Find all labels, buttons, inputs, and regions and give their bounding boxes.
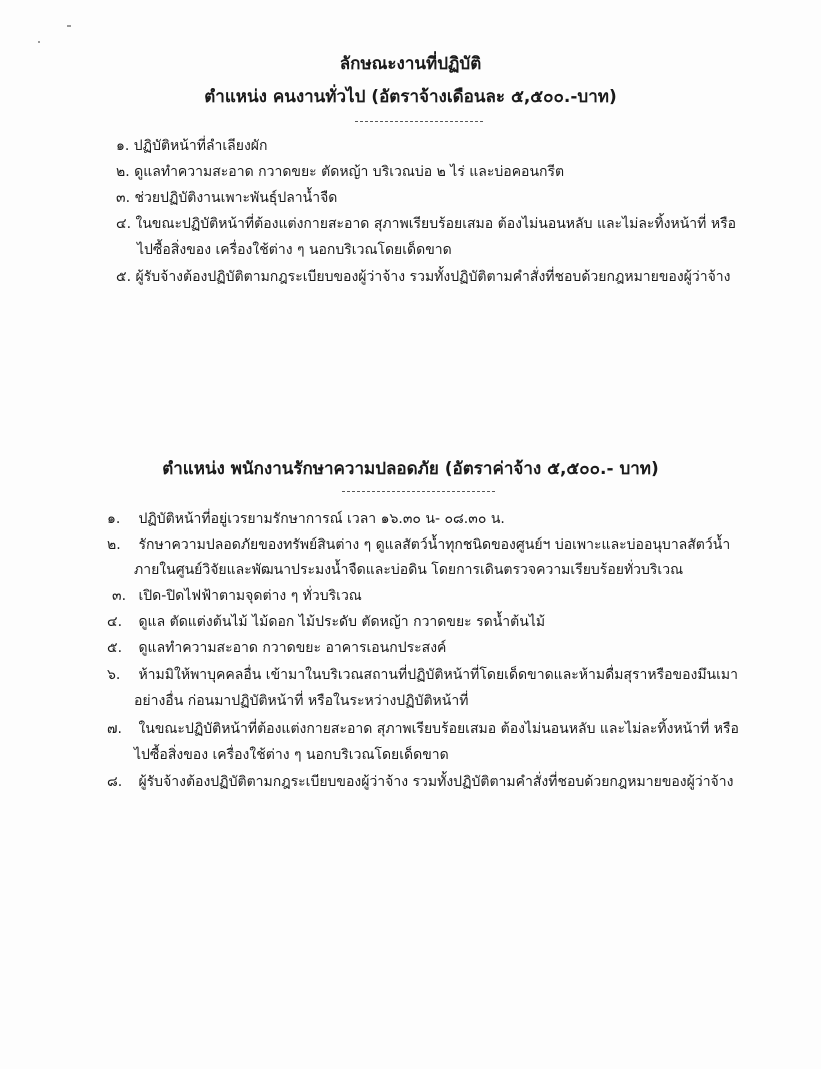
item-number: ๔. xyxy=(107,614,123,630)
section2-item-6 xyxy=(107,665,738,685)
section2-item-2-cont xyxy=(134,560,683,580)
section2-item-7 xyxy=(107,719,739,739)
section1-divider xyxy=(355,121,483,122)
item-number: ๓. xyxy=(112,588,127,604)
item-text: ในขณะปฏิบัติหน้าที่ต้องแต่งกายสะอาด สุภาพเรียบร้อยเสมอ ต้องไม่นอนหลับ และไม่ละทิ้งหน้าที่ หรือ xyxy=(135,216,736,232)
item-number: ๒. xyxy=(107,537,121,553)
section2-item-5 xyxy=(107,638,446,658)
item-number: ๑. xyxy=(107,511,121,527)
item-number: ๘. xyxy=(107,774,123,790)
item-text: ดูแลทำความสะอาด กวาดขยะ ตัดหญ้า บริเวณบ่อ ๒ ไร่ และบ่อคอนกรีต xyxy=(134,164,565,180)
item-text: เปิด-ปิดไฟฟ้าตามจุดต่าง ๆ ทั่วบริเวณ xyxy=(138,588,362,604)
scan-speck xyxy=(38,41,40,43)
section2-item-8 xyxy=(107,772,733,792)
item-text: ดูแล ตัดแต่งต้นไม้ ไม้ดอก ไม้ประดับ ตัดหญ้า กวาดขยะ รดน้ำต้นไม้ xyxy=(138,614,546,630)
section1-item-5 xyxy=(116,267,731,287)
item-text: ห้ามมิให้พาบุคคลอื่น เข้ามาในบริเวณสถานที่ปฏิบัติหน้าที่โดยเด็ดขาดและห้ามดื่มสุราหรือของมึนเมา xyxy=(138,667,739,683)
section2-divider xyxy=(342,491,495,492)
section2-item-2 xyxy=(107,535,730,555)
section1-item-3 xyxy=(116,188,337,208)
item-text: ปฏิบัติหน้าที่ลำเลียงผัก xyxy=(133,138,268,154)
section2-item-4 xyxy=(107,612,545,632)
section1-title: ตำแหน่ง คนงานทั่วไป (อัตราจ้างเดือนละ ๕,๕๐๐.-บาท) xyxy=(204,87,617,107)
item-text: ผู้รับจ้างต้องปฏิบัติตามกฎระเบียบของผู้ว่าจ้าง รวมทั้งปฏิบัติตามคำสั่งที่ชอบด้วยกฎหมายของผู้ว่าจ้าง xyxy=(135,269,731,285)
item-text: ไปซื้อสิ่งของ เครื่องใช้ต่าง ๆ นอกบริเวณโดยเด็ดขาด xyxy=(134,747,449,763)
section1-item-2 xyxy=(116,162,564,182)
item-number: ๕. xyxy=(107,640,123,656)
item-text: อย่างอื่น ก่อนมาปฏิบัติหน้าที่ หรือในระหว่างปฏิบัติหน้าที่ xyxy=(134,693,469,709)
section1-item-4 xyxy=(116,214,736,234)
item-text: ผู้รับจ้างต้องปฏิบัติตามกฎระเบียบของผู้ว่าจ้าง รวมทั้งปฏิบัติตามคำสั่งที่ชอบด้วยกฎหมายของผู้ว่าจ้าง xyxy=(138,774,734,790)
item-number: ๒. xyxy=(116,164,130,180)
section2-item-7-cont xyxy=(134,745,449,765)
section1-item-4-cont xyxy=(137,240,452,260)
item-number: ๑. xyxy=(116,138,130,154)
item-number: ๕. xyxy=(116,269,132,285)
section2-title: ตำแหน่ง พนักงานรักษาความปลอดภัย (อัตราค่าจ้าง ๕,๕๐๐.- บาท) xyxy=(162,459,659,479)
section1-item-1 xyxy=(116,136,267,156)
item-text: ดูแลทำความสะอาด กวาดขยะ อาคารเอนกประสงค์ xyxy=(138,640,447,656)
item-text: ไปซื้อสิ่งของ เครื่องใช้ต่าง ๆ นอกบริเวณโดยเด็ดขาด xyxy=(137,242,452,258)
item-text: ในขณะปฏิบัติหน้าที่ต้องแต่งกายสะอาด สุภาพเรียบร้อยเสมอ ต้องไม่นอนหลับ และไม่ละทิ้งหน้าที่ หรือ xyxy=(138,721,739,737)
section2-item-6-cont xyxy=(134,691,468,711)
item-text: ช่วยปฏิบัติงานเพาะพันธุ์ปลาน้ำจืด xyxy=(134,190,338,206)
item-number: ๗. xyxy=(107,721,122,737)
document-heading: ลักษณะงานที่ปฏิบัติ xyxy=(339,54,482,74)
item-number: ๖. xyxy=(107,667,121,683)
section2-item-1 xyxy=(107,509,505,529)
item-number: ๓. xyxy=(116,190,131,206)
scan-speck xyxy=(67,25,71,27)
item-number: ๔. xyxy=(116,216,132,232)
section2-item-3 xyxy=(112,586,362,606)
item-text: ภายในศูนย์วิจัยและพัฒนาประมงน้ำจืดและบ่อดิน โดยการเดินตรวจความเรียบร้อยทั่วบริเวณ xyxy=(134,562,684,578)
item-text: ปฏิบัติหน้าที่อยู่เวรยามรักษาการณ์ เวลา ๑๖.๓๐ น- ๐๘.๓๐ น. xyxy=(138,511,505,527)
item-text: รักษาความปลอดภัยของทรัพย์สินต่าง ๆ ดูแลสัตว์น้ำทุกชนิดของศูนย์ฯ บ่อเพาะและบ่ออนุบาลสัตว์น้ำ xyxy=(138,537,731,553)
